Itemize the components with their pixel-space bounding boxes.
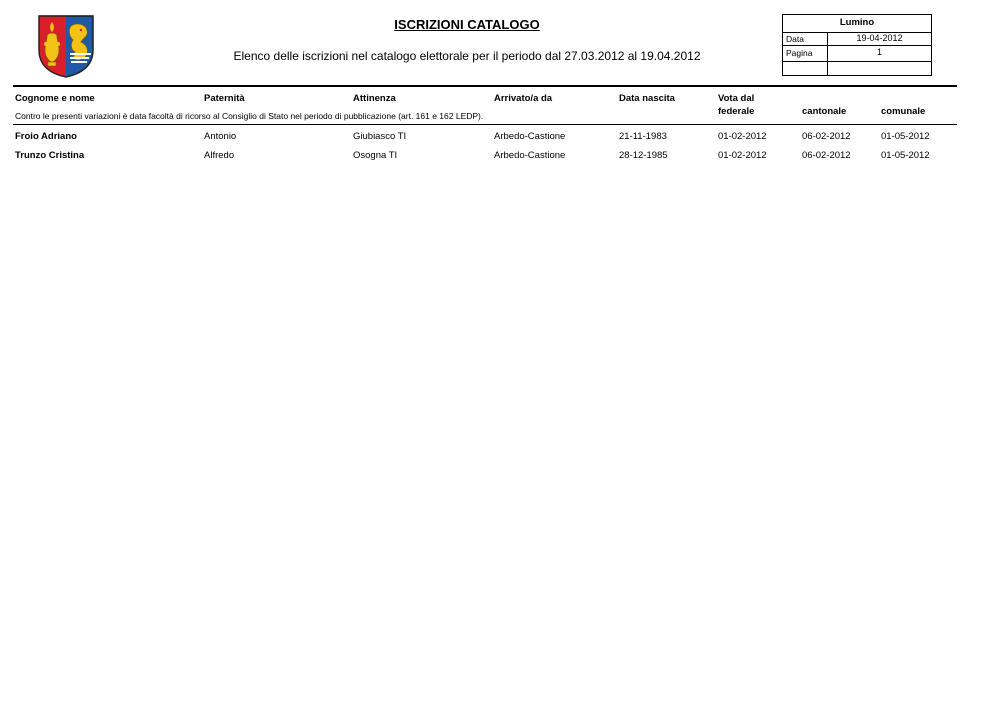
column-header-cantonal: cantonale [802,106,847,117]
column-header-birth-date: Data nascita [619,93,675,104]
table-row-communal: 01-05-2012 [881,131,930,142]
table-row-communal: 01-05-2012 [881,150,930,161]
column-header-name: Cognome e nome [15,93,95,104]
table-row-origin: Giubiasco TI [353,131,407,142]
column-header-paternity: Paternità [204,93,245,104]
table-row-name: Trunzo Cristina [15,150,85,161]
municipality-name: Lumino [839,17,875,28]
table-row-federal: 01-02-2012 [718,131,767,142]
table-row-cantonal: 06-02-2012 [802,150,851,161]
info-divider [783,45,931,46]
info-divider [783,61,931,62]
document-subtitle: Elenco delle iscrizioni nel catalogo elettorale per il periodo dal 27.03.2012 al 19.04.2012 [233,49,701,63]
column-header-federal: federale [718,106,755,117]
appeal-notice: Contro le presenti variazioni è data facoltà di ricorso al Consiglio di Stato nel periodo di pubblicazione (art. 161 e 162 LEDP). [15,111,484,121]
table-row-origin: Osogna TI [353,150,398,161]
table-row-paternity: Alfredo [204,150,235,161]
column-header-communal: comunale [881,106,926,117]
table-row-arrived-from: Arbedo-Castione [494,150,566,161]
table-row-birth-date: 28-12-1985 [619,150,668,161]
header-rule [13,85,957,87]
table-row-cantonal: 06-02-2012 [802,131,851,142]
table-row-name: Froio Adriano [15,131,77,142]
page-label: Pagina [786,48,813,58]
document-title: ISCRIZIONI CATALOGO [394,17,540,32]
table-row-arrived-from: Arbedo-Castione [494,131,566,142]
table-header-rule [13,124,957,125]
table-row-paternity: Antonio [204,131,237,142]
column-header-arrived-from: Arrivato/a da [494,93,553,104]
page-value: 1 [876,47,882,57]
column-header-origin: Attinenza [353,93,396,104]
info-box [782,14,932,76]
table-row-federal: 01-02-2012 [718,150,767,161]
table-row-birth-date: 21-11-1983 [619,131,667,142]
date-value: 19-04-2012 [856,33,903,43]
date-label: Data [786,34,804,44]
column-header-vote-group: Vota dal [718,93,755,104]
